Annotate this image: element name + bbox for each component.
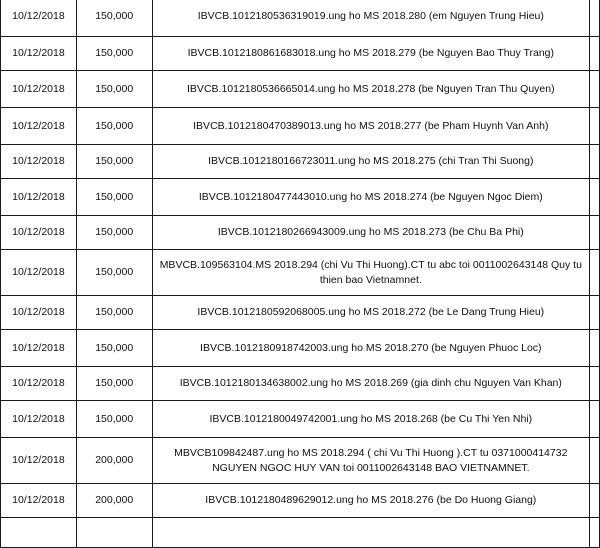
amount-cell: 200,000: [76, 484, 152, 518]
empty-cell: [590, 216, 600, 250]
description-cell: [152, 518, 589, 548]
date-cell: 10/12/2018: [1, 108, 77, 145]
table-row: [1, 367, 600, 401]
table-row: [1, 330, 600, 367]
amount-cell: [76, 518, 152, 548]
empty-cell: [590, 179, 600, 216]
date-cell: 10/12/2018: [1, 71, 77, 108]
description-cell: IBVCB.1012180477443010.ung ho MS 2018.274 (be Nguyen Ngoc Diem): [152, 179, 589, 216]
date-cell: 10/12/2018: [1, 37, 77, 71]
table-row: [1, 145, 600, 179]
date-cell: 10/12/2018: [1, 401, 77, 438]
table-row: [1, 216, 600, 250]
table-row: [1, 518, 600, 548]
amount-cell: 150,000: [76, 108, 152, 145]
empty-cell: [590, 250, 600, 296]
empty-cell: [590, 367, 600, 401]
table-row: [1, 296, 600, 330]
empty-cell: [590, 0, 600, 37]
description-cell: IBVCB.1012180266943009.ung ho MS 2018.273 (be Chu Ba Phi): [152, 216, 589, 250]
amount-cell: 150,000: [76, 367, 152, 401]
date-cell: 10/12/2018: [1, 484, 77, 518]
date-cell: [1, 518, 77, 548]
date-cell: 10/12/2018: [1, 0, 77, 37]
date-cell: 10/12/2018: [1, 145, 77, 179]
amount-cell: 150,000: [76, 401, 152, 438]
date-cell: 10/12/2018: [1, 330, 77, 367]
amount-cell: 150,000: [76, 250, 152, 296]
description-cell: MBVCB109842487.ung ho MS 2018.294 ( chi Vu Thi Huong ).CT tu 0371000414732 NGUYEN NGOC HUY VAN toi 0011002643148 BAO VIETNAMNET.: [152, 438, 589, 484]
amount-cell: 150,000: [76, 330, 152, 367]
empty-cell: [590, 438, 600, 484]
description-cell: IBVCB.1012180470389013.ung ho MS 2018.277 (be Pham Huynh Van Anh): [152, 108, 589, 145]
description-cell: IBVCB.1012180166723011.ung ho MS 2018.275 (chi Tran Thi Suong): [152, 145, 589, 179]
description-cell: MBVCB.109563104.MS 2018.294 (chi Vu Thi Huong).CT tu abc toi 0011002643148 Quy tu thien bao Vietnamnet.: [152, 250, 589, 296]
amount-cell: 150,000: [76, 179, 152, 216]
table-row: [1, 0, 600, 37]
table-row: [1, 179, 600, 216]
transaction-rows: [1, 0, 600, 548]
empty-cell: [590, 484, 600, 518]
description-cell: IBVCB.1012180592068005.ung ho MS 2018.272 (be Le Dang Trung Hieu): [152, 296, 589, 330]
empty-cell: [590, 37, 600, 71]
empty-cell: [590, 145, 600, 179]
amount-cell: 150,000: [76, 216, 152, 250]
table-row: [1, 401, 600, 438]
empty-cell: [590, 401, 600, 438]
date-cell: 10/12/2018: [1, 216, 77, 250]
table-row: [1, 71, 600, 108]
amount-cell: 200,000: [76, 438, 152, 484]
date-cell: 10/12/2018: [1, 367, 77, 401]
table-row: [1, 37, 600, 71]
date-cell: 10/12/2018: [1, 296, 77, 330]
table-row: [1, 438, 600, 484]
description-cell: IBVCB.1012180918742003.ung ho MS 2018.270 (be Nguyen Phuoc Loc): [152, 330, 589, 367]
empty-cell: [590, 296, 600, 330]
table-row: [1, 250, 600, 296]
date-cell: 10/12/2018: [1, 438, 77, 484]
date-cell: 10/12/2018: [1, 179, 77, 216]
empty-cell: [590, 518, 600, 548]
empty-cell: [590, 108, 600, 145]
description-cell: IBVCB.1012180536319019.ung ho MS 2018.280 (em Nguyen Trung Hieu): [152, 0, 589, 37]
amount-cell: 150,000: [76, 0, 152, 37]
amount-cell: 150,000: [76, 71, 152, 108]
amount-cell: 150,000: [76, 37, 152, 71]
description-cell: IBVCB.1012180049742001.ung ho MS 2018.268 (be Cu Thi Yen Nhi): [152, 401, 589, 438]
description-cell: IBVCB.1012180536665014.ung ho MS 2018.278 (be Nguyen Tran Thu Quyen): [152, 71, 589, 108]
description-cell: IBVCB.1012180861683018.ung ho MS 2018.279 (be Nguyen Bao Thuy Trang): [152, 37, 589, 71]
empty-cell: [590, 71, 600, 108]
date-cell: 10/12/2018: [1, 250, 77, 296]
table-row: [1, 108, 600, 145]
empty-cell: [590, 330, 600, 367]
amount-cell: 150,000: [76, 145, 152, 179]
amount-cell: 150,000: [76, 296, 152, 330]
description-cell: IBVCB.1012180489629012.ung ho MS 2018.276 (be Do Huong Giang): [152, 484, 589, 518]
description-cell: IBVCB.1012180134638002.ung ho MS 2018.269 (gia dinh chu Nguyen Van Khan): [152, 367, 589, 401]
table-row: [1, 484, 600, 518]
